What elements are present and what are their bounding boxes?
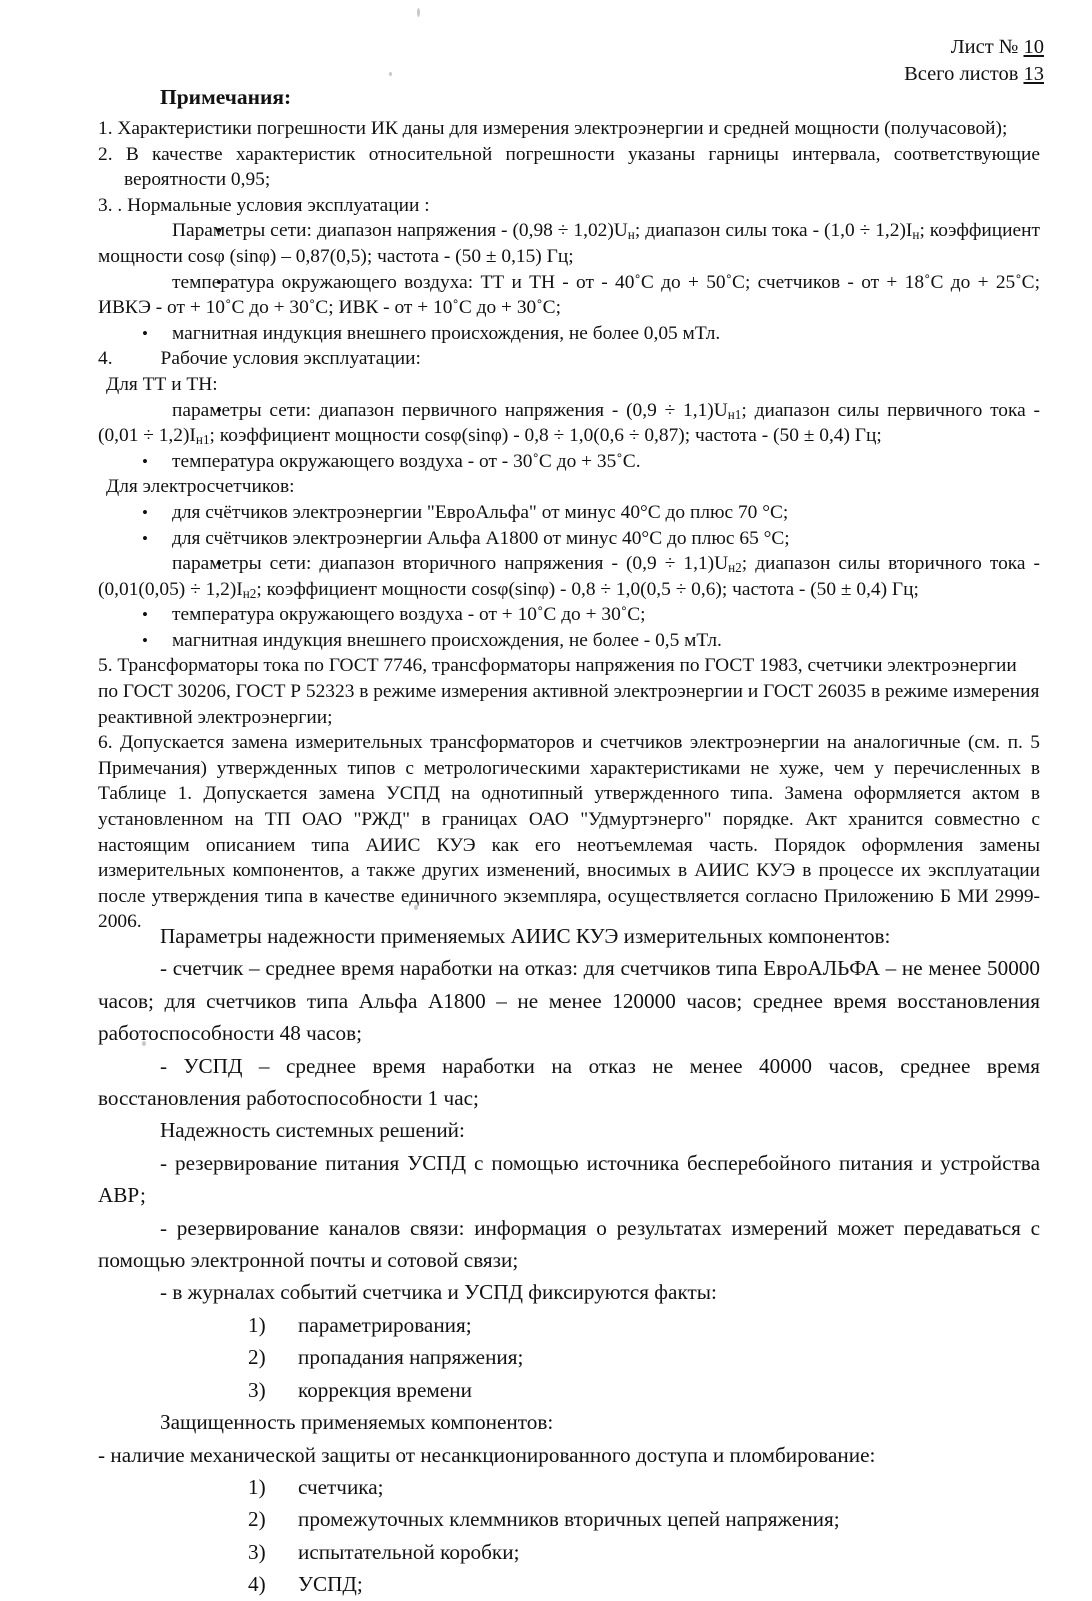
list-text: счетчика; bbox=[298, 1474, 384, 1499]
note-item-2: 2. В качестве характеристик относительной погрешности указаны гарницы интервала, соответствующие вероятности 0,95; bbox=[98, 143, 1040, 191]
bullet-text-c: ; коэффициент мощности cosφ (sinφ) – 0,87(0,5); частота - (50 ± 0,15) Гц; bbox=[98, 220, 1040, 267]
list-marker: 2) bbox=[248, 1507, 266, 1532]
note-item-6: 6. Допускается замена измерительных трансформаторов и счетчиков электроэнергии на аналогичные (см. п. 5 Примечания) утвержденных типов с метрологическими характеристиками не хуже, чем у перечисленных в Таблице 1. Допускается замена УСПД на однотипный утвержденного типа. Замена оформляется актом в установленном на ТП ОАО "РЖД" в границах ОАО "Удмуртэнерго" порядке. Акт хранится совместно с настоящим описанием типа АИИС КУЭ как его неотъемлемая часть. Порядок оформления замены измерительных компонентов, а также других изменений, вносимых в АИИС КУЭ в процессе их эксплуатации после утверждения типа в качестве единичного экземпляра, осуществляется согласно Приложению Б МИ 2999-2006. bbox=[98, 732, 1040, 933]
subscript: н1 bbox=[195, 432, 210, 448]
sheet-number: 10 bbox=[1023, 36, 1044, 58]
notes-title: Примечания: bbox=[160, 85, 292, 109]
list-item bbox=[98, 1568, 1040, 1600]
note-3-bullet-list bbox=[98, 218, 1040, 346]
list-item bbox=[98, 1503, 1040, 1535]
bullet-text-a: Параметры сети: диапазон напряжения - (0,98 ÷ 1,02)U bbox=[172, 220, 628, 242]
bullet-text-b: ; диапазон силы вторичного тока - (0,01(0,05) ÷ 1,2)I bbox=[98, 553, 1041, 600]
reliability-meter: - счетчик – среднее время наработки на отказ: для счетчиков типа ЕвроАЛЬФА – не менее 50000 часов; для счетчиков типа Альфа А1800 – не менее 120000 часов; среднее время восстановления работоспособности 48 часов; bbox=[98, 956, 1040, 1046]
list-item: • для счётчиков электроэнергии "ЕвроАльфа" от минус 40°С до плюс 70 °С; bbox=[98, 500, 1040, 526]
journals-heading: - в журналах событий счетчика и УСПД фиксируются факты: bbox=[160, 1280, 717, 1305]
bullet-text-a: параметры сети: диапазон первичного напряжения - (0,9 ÷ 1,1)U bbox=[172, 399, 728, 421]
page-header bbox=[904, 34, 1044, 88]
list-item: • температура окружающего воздуха: ТТ и ТН - от - 40˚С до + 50˚С; счетчиков - от + 18˚С до + 25˚С; ИВКЭ - от + 10˚С до + 30˚С; ИВК - от + 10˚С до + 30˚С; bbox=[98, 270, 1040, 321]
note-item-5: 5. Трансформаторы тока по ГОСТ 7746, трансформаторы напряжения по ГОСТ 1983, счетчики электроэнергии по ГОСТ 30206, ГОСТ Р 52323 в режиме измерения активной электроэнергии и ГОСТ 26035 в режиме измерения реактивной электроэнергии; bbox=[98, 655, 1040, 728]
notes-section bbox=[98, 84, 1040, 935]
list-item: • температура окружающего воздуха - от + 10˚С до + 30˚С; bbox=[98, 602, 1040, 628]
total-label: Всего листов bbox=[904, 63, 1024, 85]
subheading-tt-tn: Для ТТ и ТН: bbox=[106, 373, 218, 395]
list-item: • магнитная индукция внешнего происхождения, не более - 0,5 мТл. bbox=[98, 628, 1040, 654]
list-text: коррекция времени bbox=[298, 1377, 472, 1402]
scan-speck bbox=[417, 8, 420, 17]
subscript: н bbox=[627, 227, 635, 243]
list-marker: 4) bbox=[248, 1572, 266, 1597]
list-item: • температура окружающего воздуха - от - 30˚С до + 35˚С. bbox=[98, 449, 1040, 475]
list-item bbox=[98, 1536, 1040, 1568]
list-marker: 3) bbox=[248, 1539, 266, 1564]
bullet-text-c: ; коэффициент мощности cosφ(sinφ) - 0,8 ÷ 1,0(0,6 ÷ 0,87); частота - (50 ± 0,4) Гц; bbox=[209, 425, 882, 447]
list-text: промежуточных клеммников вторичных цепей напряжения; bbox=[298, 1507, 840, 1532]
list-item bbox=[98, 398, 1040, 449]
note-item-1: 1. Характеристики погрешности ИК даны для измерения электроэнергии и средней мощности (получасовой); bbox=[98, 118, 1008, 139]
list-text: пропадания напряжения; bbox=[298, 1345, 524, 1370]
note-4-text: Рабочие условия эксплуатации: bbox=[160, 348, 421, 370]
sheet-number-line bbox=[904, 34, 1044, 61]
tt-tn-bullet-list bbox=[98, 398, 1040, 475]
list-item: • магнитная индукция внешнего происхождения, не более 0,05 мТл. bbox=[98, 321, 1040, 347]
meters-bullet-list bbox=[98, 500, 1040, 654]
reliability-intro: Параметры надежности применяемых АИИС КУЭ измерительных компонентов: bbox=[160, 924, 891, 948]
subscript: н1 bbox=[727, 406, 742, 422]
list-marker: 1) bbox=[248, 1312, 266, 1337]
bullet-text-c: ; коэффициент мощности cosφ(sinφ) - 0,8 ÷ 1,0(0,5 ÷ 0,6); частота - (50 ± 0,4) Гц; bbox=[256, 578, 919, 600]
reliability-section bbox=[98, 920, 1040, 1601]
security-heading: Защищенность применяемых компонентов: bbox=[160, 1410, 554, 1435]
note-item-4 bbox=[98, 346, 1040, 372]
journal-events-list bbox=[98, 1309, 1040, 1406]
list-item: • для счётчиков электроэнергии Альфа А1800 от минус 40°С до плюс 65 °С; bbox=[98, 526, 1040, 552]
note-4-marker: 4. bbox=[98, 348, 113, 370]
sheet-label: Лист № bbox=[950, 36, 1024, 58]
subheading-meters: Для электросчетчиков: bbox=[106, 476, 295, 498]
scan-speck bbox=[389, 72, 392, 76]
reliability-uspd: - УСПД – среднее время наработки на отказ не менее 40000 часов, среднее время восстановления работоспособности 1 час; bbox=[98, 1053, 1040, 1111]
bullet-text-b: ; диапазон силы тока - (1,0 ÷ 1,2)I bbox=[634, 220, 913, 242]
subscript: н bbox=[912, 227, 920, 243]
list-item bbox=[98, 1471, 1040, 1503]
list-item bbox=[98, 218, 1040, 269]
list-marker: 2) bbox=[248, 1345, 266, 1370]
list-marker: 1) bbox=[248, 1474, 266, 1499]
list-item bbox=[98, 1341, 1040, 1373]
total-sheets-number: 13 bbox=[1023, 63, 1044, 85]
channel-backup: - резервирование каналов связи: информация о результатах измерений может передаваться с помощью электронной почты и сотовой связи; bbox=[98, 1215, 1040, 1273]
subscript: н2 bbox=[242, 585, 257, 601]
systems-heading: Надежность системных решений: bbox=[160, 1118, 465, 1143]
list-item bbox=[98, 1309, 1040, 1341]
list-text: параметрирования; bbox=[298, 1312, 472, 1337]
bullet-text-a: параметры сети: диапазон вторичного напряжения - (0,9 ÷ 1,1)U bbox=[172, 553, 729, 575]
security-items-list bbox=[98, 1471, 1040, 1601]
list-item bbox=[98, 1374, 1040, 1406]
list-item bbox=[98, 551, 1040, 602]
subscript: н2 bbox=[728, 559, 742, 575]
power-backup: - резервирование питания УСПД с помощью источника бесперебойного питания и устройства АВР; bbox=[98, 1150, 1040, 1208]
list-marker: 3) bbox=[248, 1377, 266, 1402]
security-intro: - наличие механической защиты от несанкционированного доступа и пломбирование: bbox=[98, 1442, 876, 1467]
bullet-text-b: ; диапазон силы первичного тока - (0,01 ÷ 1,2)I bbox=[98, 399, 1040, 447]
list-text: УСПД; bbox=[298, 1572, 363, 1597]
list-text: испытательной коробки; bbox=[298, 1539, 520, 1564]
note-item-3: 3. . Нормальные условия эксплуатации : bbox=[98, 194, 430, 216]
